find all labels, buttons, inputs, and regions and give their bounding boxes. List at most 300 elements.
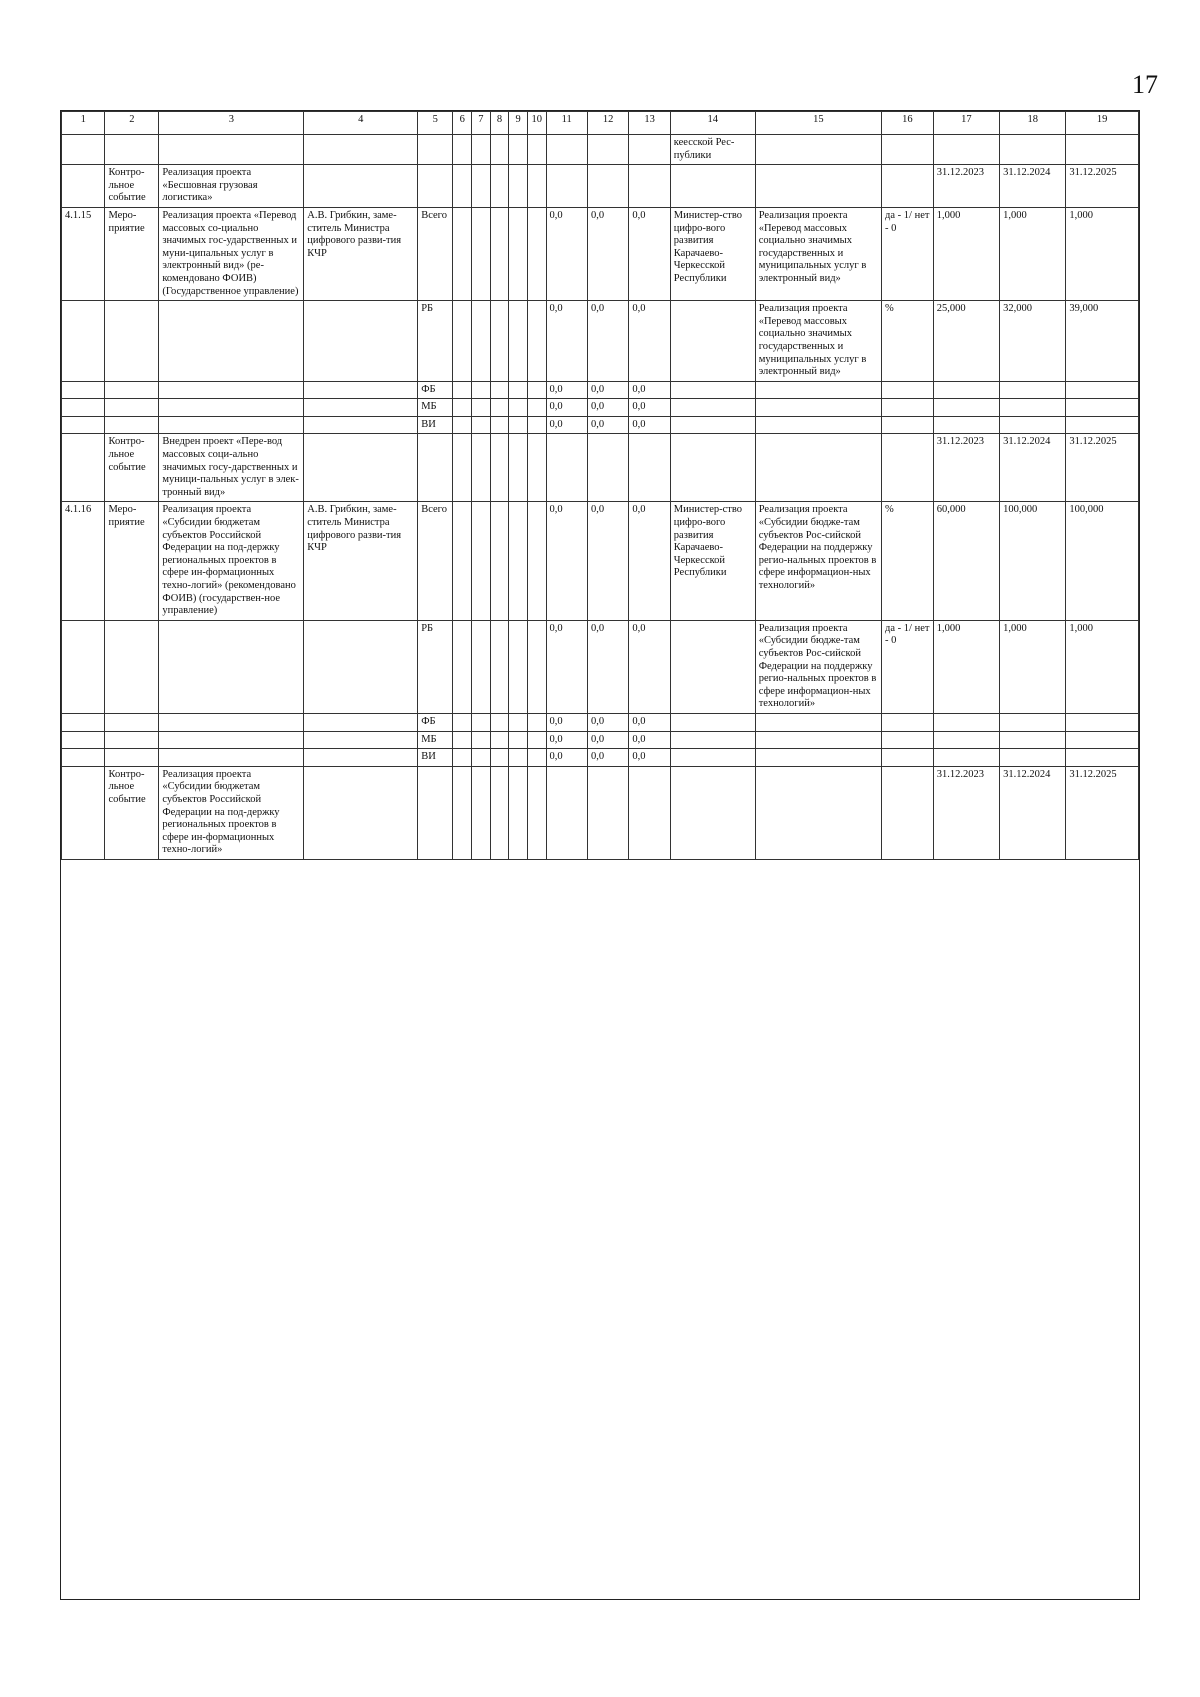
table-body — [62, 135, 1139, 860]
column-number-header: 19 — [1066, 112, 1139, 135]
table-cell-col-5: МБ — [418, 399, 453, 417]
table-cell-col-7 — [472, 731, 491, 749]
table-cell-col-11 — [546, 135, 587, 165]
table-cell-col-4 — [304, 713, 418, 731]
table-cell-col-14 — [670, 749, 755, 767]
table-cell-col-7 — [472, 301, 491, 382]
table-cell-col-15 — [755, 135, 881, 165]
table-cell-col-5: ВИ — [418, 749, 453, 767]
table-cell-col-15: Реализация проекта «Перевод массовых социально значимых государственных и муниципальных услуг в электронный вид» — [755, 301, 881, 382]
table-cell-col-15: Реализация проекта «Перевод массовых социально значимых государственных и муниципальных услуг в электронный вид» — [755, 207, 881, 300]
table-cell-col-6 — [453, 713, 472, 731]
table-cell-col-7 — [472, 207, 491, 300]
table-cell-col-3 — [159, 381, 304, 399]
table-row — [62, 416, 1139, 434]
table-cell-col-9 — [509, 434, 528, 502]
column-number-header: 16 — [882, 112, 934, 135]
table-cell-col-14 — [670, 620, 755, 713]
table-cell-col-15 — [755, 416, 881, 434]
table-cell-col-9 — [509, 713, 528, 731]
table-cell-col-6 — [453, 135, 472, 165]
table-cell-col-9 — [509, 749, 528, 767]
table-cell-col-2: Контро-льное событие — [105, 766, 159, 859]
table-cell-col-15 — [755, 434, 881, 502]
table-cell-col-10 — [527, 301, 546, 382]
table-cell-col-15 — [755, 165, 881, 208]
table-cell-col-8 — [490, 502, 509, 620]
table-cell-col-14 — [670, 381, 755, 399]
table-cell-col-4 — [304, 399, 418, 417]
table-cell-col-10 — [527, 381, 546, 399]
table-cell-col-7 — [472, 399, 491, 417]
table-cell-col-1 — [62, 713, 105, 731]
table-cell-col-1 — [62, 749, 105, 767]
table-cell-col-17: 31.12.2023 — [933, 165, 999, 208]
table-cell-col-6 — [453, 381, 472, 399]
table-cell-col-1 — [62, 731, 105, 749]
table-cell-col-17: 31.12.2023 — [933, 766, 999, 859]
table-cell-col-6 — [453, 620, 472, 713]
column-number-header: 4 — [304, 112, 418, 135]
table-cell-col-11: 0,0 — [546, 502, 587, 620]
table-cell-col-8 — [490, 165, 509, 208]
column-number-header: 14 — [670, 112, 755, 135]
table-cell-col-9 — [509, 766, 528, 859]
table-cell-col-18 — [1000, 713, 1066, 731]
table-cell-col-9 — [509, 731, 528, 749]
table-cell-col-4: А.В. Грибкин, заме-ститель Министра цифрового разви-тия КЧР — [304, 207, 418, 300]
table-cell-col-6 — [453, 207, 472, 300]
table-cell-col-14 — [670, 731, 755, 749]
table-cell-col-12: 0,0 — [587, 399, 628, 417]
table-cell-col-14 — [670, 416, 755, 434]
table-cell-col-10 — [527, 207, 546, 300]
plan-table-frame — [60, 110, 1140, 1600]
table-row — [62, 207, 1139, 300]
table-cell-col-7 — [472, 502, 491, 620]
column-number-header: 11 — [546, 112, 587, 135]
table-cell-col-9 — [509, 165, 528, 208]
column-number-header: 1 — [62, 112, 105, 135]
table-cell-col-13: 0,0 — [629, 207, 670, 300]
table-cell-col-3: Реализация проекта «Субсидии бюджетам субъектов Российской Федерации на под-держку региональных проектов в сфере ин-формационных техно-логий» (рекомендовано ФОИВ) (государствен-ное управление) — [159, 502, 304, 620]
table-row — [62, 749, 1139, 767]
table-cell-col-9 — [509, 620, 528, 713]
table-cell-col-5 — [418, 434, 453, 502]
table-cell-col-4 — [304, 165, 418, 208]
table-cell-col-4 — [304, 301, 418, 382]
table-cell-col-19 — [1066, 713, 1139, 731]
table-cell-col-19: 31.12.2025 — [1066, 434, 1139, 502]
table-cell-col-12: 0,0 — [587, 713, 628, 731]
table-cell-col-12: 0,0 — [587, 301, 628, 382]
table-cell-col-18 — [1000, 381, 1066, 399]
table-cell-col-9 — [509, 502, 528, 620]
table-cell-col-9 — [509, 399, 528, 417]
table-cell-col-5 — [418, 766, 453, 859]
column-number-row — [62, 112, 1139, 135]
table-cell-col-13: 0,0 — [629, 620, 670, 713]
table-cell-col-19 — [1066, 135, 1139, 165]
table-cell-col-4 — [304, 731, 418, 749]
column-number-header: 7 — [472, 112, 491, 135]
column-number-header: 9 — [509, 112, 528, 135]
table-cell-col-6 — [453, 502, 472, 620]
table-cell-col-18 — [1000, 416, 1066, 434]
table-cell-col-18: 31.12.2024 — [1000, 766, 1066, 859]
table-cell-col-8 — [490, 620, 509, 713]
table-cell-col-4 — [304, 381, 418, 399]
table-cell-col-11: 0,0 — [546, 301, 587, 382]
table-cell-col-4 — [304, 434, 418, 502]
table-cell-col-5: Всего — [418, 207, 453, 300]
table-cell-col-16 — [882, 165, 934, 208]
table-cell-col-11: 0,0 — [546, 381, 587, 399]
table-cell-col-12: 0,0 — [587, 731, 628, 749]
table-cell-col-5: ВИ — [418, 416, 453, 434]
table-cell-col-18: 31.12.2024 — [1000, 165, 1066, 208]
table-cell-col-19: 100,000 — [1066, 502, 1139, 620]
table-cell-col-3: Внедрен проект «Пере-вод массовых соци-ально значимых госу-дарственных и муници-пальных услуг в элек-тронный вид» — [159, 434, 304, 502]
table-cell-col-2 — [105, 731, 159, 749]
table-cell-col-13: 0,0 — [629, 399, 670, 417]
table-cell-col-19 — [1066, 749, 1139, 767]
table-cell-col-3 — [159, 301, 304, 382]
table-cell-col-3 — [159, 620, 304, 713]
table-cell-col-13: 0,0 — [629, 713, 670, 731]
table-cell-col-13: 0,0 — [629, 416, 670, 434]
table-cell-col-19 — [1066, 416, 1139, 434]
table-cell-col-9 — [509, 416, 528, 434]
table-cell-col-14 — [670, 766, 755, 859]
table-cell-col-1 — [62, 620, 105, 713]
column-number-header: 13 — [629, 112, 670, 135]
column-number-header: 18 — [1000, 112, 1066, 135]
table-cell-col-14: Министер-ство цифро-вого развития Карачаево-Черкесской Республики — [670, 207, 755, 300]
table-cell-col-6 — [453, 165, 472, 208]
table-cell-col-3: Реализация проекта «Субсидии бюджетам субъектов Российской Федерации на под-держку региональных проектов в сфере ин-формационных техно-логий» — [159, 766, 304, 859]
table-cell-col-16 — [882, 416, 934, 434]
table-cell-col-4: А.В. Грибкин, заме-ститель Министра цифрового разви-тия КЧР — [304, 502, 418, 620]
table-cell-col-1 — [62, 399, 105, 417]
table-cell-col-17 — [933, 416, 999, 434]
table-cell-col-13 — [629, 135, 670, 165]
column-number-header: 6 — [453, 112, 472, 135]
table-cell-col-2 — [105, 399, 159, 417]
table-cell-col-19: 31.12.2025 — [1066, 165, 1139, 208]
column-number-header: 3 — [159, 112, 304, 135]
table-cell-col-1: 4.1.15 — [62, 207, 105, 300]
table-cell-col-2 — [105, 749, 159, 767]
table-cell-col-10 — [527, 766, 546, 859]
table-row — [62, 620, 1139, 713]
table-cell-col-7 — [472, 620, 491, 713]
table-cell-col-11 — [546, 766, 587, 859]
table-cell-col-6 — [453, 766, 472, 859]
table-cell-col-13: 0,0 — [629, 731, 670, 749]
table-cell-col-1 — [62, 434, 105, 502]
table-cell-col-7 — [472, 135, 491, 165]
table-cell-col-12 — [587, 766, 628, 859]
table-cell-col-12 — [587, 165, 628, 208]
table-cell-col-18 — [1000, 135, 1066, 165]
table-cell-col-19 — [1066, 731, 1139, 749]
table-cell-col-9 — [509, 381, 528, 399]
table-cell-col-19: 1,000 — [1066, 207, 1139, 300]
column-number-header: 15 — [755, 112, 881, 135]
table-cell-col-14: кеесской Рес-публики — [670, 135, 755, 165]
table-cell-col-1 — [62, 135, 105, 165]
table-cell-col-3 — [159, 399, 304, 417]
table-cell-col-15 — [755, 766, 881, 859]
table-cell-col-5: РБ — [418, 301, 453, 382]
table-cell-col-8 — [490, 399, 509, 417]
table-cell-col-9 — [509, 301, 528, 382]
table-cell-col-16 — [882, 135, 934, 165]
table-cell-col-17 — [933, 381, 999, 399]
table-cell-col-18: 32,000 — [1000, 301, 1066, 382]
table-cell-col-10 — [527, 620, 546, 713]
table-cell-col-14: Министер-ство цифро-вого развития Карачаево-Черкесской Республики — [670, 502, 755, 620]
table-cell-col-18 — [1000, 399, 1066, 417]
table-cell-col-12: 0,0 — [587, 207, 628, 300]
table-cell-col-17: 1,000 — [933, 620, 999, 713]
column-number-header: 10 — [527, 112, 546, 135]
table-cell-col-12: 0,0 — [587, 416, 628, 434]
table-cell-col-3 — [159, 749, 304, 767]
table-cell-col-2 — [105, 416, 159, 434]
table-cell-col-11: 0,0 — [546, 207, 587, 300]
table-cell-col-18: 1,000 — [1000, 620, 1066, 713]
table-cell-col-14 — [670, 713, 755, 731]
table-cell-col-16: % — [882, 301, 934, 382]
table-cell-col-3 — [159, 416, 304, 434]
table-cell-col-2 — [105, 301, 159, 382]
table-cell-col-10 — [527, 502, 546, 620]
table-cell-col-6 — [453, 434, 472, 502]
table-cell-col-13 — [629, 434, 670, 502]
table-cell-col-17 — [933, 731, 999, 749]
table-cell-col-7 — [472, 749, 491, 767]
table-cell-col-7 — [472, 713, 491, 731]
table-cell-col-11: 0,0 — [546, 399, 587, 417]
table-cell-col-13 — [629, 766, 670, 859]
table-cell-col-8 — [490, 749, 509, 767]
table-cell-col-2: Контро-льное событие — [105, 165, 159, 208]
table-cell-col-8 — [490, 301, 509, 382]
table-cell-col-15 — [755, 713, 881, 731]
table-cell-col-3: Реализация проекта «Бесшовная грузовая логистика» — [159, 165, 304, 208]
table-cell-col-5 — [418, 165, 453, 208]
table-cell-col-6 — [453, 399, 472, 417]
table-cell-col-12 — [587, 135, 628, 165]
table-cell-col-10 — [527, 731, 546, 749]
table-cell-col-10 — [527, 749, 546, 767]
table-cell-col-4 — [304, 766, 418, 859]
table-row — [62, 502, 1139, 620]
table-cell-col-12: 0,0 — [587, 502, 628, 620]
column-number-header: 8 — [490, 112, 509, 135]
table-cell-col-19: 1,000 — [1066, 620, 1139, 713]
table-row — [62, 135, 1139, 165]
table-cell-col-12 — [587, 434, 628, 502]
table-cell-col-4 — [304, 620, 418, 713]
table-cell-col-17 — [933, 135, 999, 165]
table-cell-col-16: % — [882, 502, 934, 620]
table-cell-col-8 — [490, 713, 509, 731]
table-cell-col-2 — [105, 620, 159, 713]
table-cell-col-8 — [490, 207, 509, 300]
table-cell-col-15 — [755, 381, 881, 399]
column-number-header: 17 — [933, 112, 999, 135]
table-cell-col-5: МБ — [418, 731, 453, 749]
table-cell-col-19 — [1066, 399, 1139, 417]
table-cell-col-5 — [418, 135, 453, 165]
table-cell-col-8 — [490, 381, 509, 399]
table-cell-col-5: Всего — [418, 502, 453, 620]
table-row — [62, 434, 1139, 502]
table-cell-col-16: да - 1/ нет - 0 — [882, 207, 934, 300]
table-cell-col-18 — [1000, 731, 1066, 749]
table-cell-col-19 — [1066, 381, 1139, 399]
table-row — [62, 731, 1139, 749]
column-number-header: 12 — [587, 112, 628, 135]
table-cell-col-7 — [472, 416, 491, 434]
plan-table — [61, 111, 1139, 860]
table-cell-col-2: Меро-приятие — [105, 207, 159, 300]
table-cell-col-19: 39,000 — [1066, 301, 1139, 382]
table-cell-col-15: Реализация проекта «Субсидии бюдже-там субъектов Рос-сийской Федерации на поддержку регио-нальных проектов в сфере информацион-ных технологий» — [755, 620, 881, 713]
table-cell-col-3: Реализация проекта «Перевод массовых со-циально значимых гос-ударственных и муни-ципальных услуг в электронный вид» (ре-комендовано ФОИВ) (Государственное управление) — [159, 207, 304, 300]
table-cell-col-10 — [527, 434, 546, 502]
table-cell-col-6 — [453, 749, 472, 767]
table-cell-col-5: РБ — [418, 620, 453, 713]
table-cell-col-16 — [882, 399, 934, 417]
table-cell-col-19: 31.12.2025 — [1066, 766, 1139, 859]
table-cell-col-5: ФБ — [418, 713, 453, 731]
table-cell-col-17 — [933, 749, 999, 767]
table-cell-col-13: 0,0 — [629, 502, 670, 620]
table-cell-col-13: 0,0 — [629, 749, 670, 767]
table-cell-col-14 — [670, 399, 755, 417]
table-cell-col-2: Контро-льное событие — [105, 434, 159, 502]
table-cell-col-9 — [509, 207, 528, 300]
table-cell-col-16: да - 1/ нет - 0 — [882, 620, 934, 713]
table-cell-col-18: 100,000 — [1000, 502, 1066, 620]
table-cell-col-6 — [453, 301, 472, 382]
table-cell-col-14 — [670, 301, 755, 382]
table-cell-col-17: 1,000 — [933, 207, 999, 300]
table-cell-col-13 — [629, 165, 670, 208]
table-cell-col-18: 1,000 — [1000, 207, 1066, 300]
table-cell-col-8 — [490, 766, 509, 859]
table-row — [62, 381, 1139, 399]
table-cell-col-15: Реализация проекта «Субсидии бюдже-там субъектов Рос-сийской Федерации на поддержку регио-нальных проектов в сфере информацион-ных технологий» — [755, 502, 881, 620]
table-cell-col-4 — [304, 135, 418, 165]
table-cell-col-11: 0,0 — [546, 713, 587, 731]
table-cell-col-16 — [882, 713, 934, 731]
table-cell-col-9 — [509, 135, 528, 165]
table-cell-col-8 — [490, 416, 509, 434]
table-cell-col-16 — [882, 434, 934, 502]
table-cell-col-6 — [453, 416, 472, 434]
table-cell-col-7 — [472, 381, 491, 399]
table-cell-col-4 — [304, 749, 418, 767]
table-cell-col-17: 25,000 — [933, 301, 999, 382]
table-cell-col-13: 0,0 — [629, 381, 670, 399]
table-cell-col-11: 0,0 — [546, 620, 587, 713]
table-cell-col-13: 0,0 — [629, 301, 670, 382]
table-cell-col-1 — [62, 766, 105, 859]
table-cell-col-3 — [159, 135, 304, 165]
table-cell-col-1 — [62, 416, 105, 434]
table-cell-col-10 — [527, 399, 546, 417]
table-cell-col-11: 0,0 — [546, 731, 587, 749]
table-cell-col-14 — [670, 434, 755, 502]
table-cell-col-17: 31.12.2023 — [933, 434, 999, 502]
table-cell-col-2 — [105, 135, 159, 165]
table-cell-col-7 — [472, 766, 491, 859]
table-cell-col-10 — [527, 713, 546, 731]
column-number-header: 2 — [105, 112, 159, 135]
table-cell-col-5: ФБ — [418, 381, 453, 399]
table-cell-col-12: 0,0 — [587, 749, 628, 767]
table-cell-col-15 — [755, 399, 881, 417]
table-cell-col-14 — [670, 165, 755, 208]
table-cell-col-3 — [159, 713, 304, 731]
table-cell-col-10 — [527, 135, 546, 165]
table-cell-col-11: 0,0 — [546, 749, 587, 767]
table-cell-col-6 — [453, 731, 472, 749]
table-cell-col-1 — [62, 301, 105, 382]
table-cell-col-1 — [62, 381, 105, 399]
column-number-header: 5 — [418, 112, 453, 135]
table-cell-col-1: 4.1.16 — [62, 502, 105, 620]
table-cell-col-12: 0,0 — [587, 620, 628, 713]
table-cell-col-2: Меро-приятие — [105, 502, 159, 620]
table-row — [62, 713, 1139, 731]
table-cell-col-12: 0,0 — [587, 381, 628, 399]
table-cell-col-11: 0,0 — [546, 416, 587, 434]
page-number: 17 — [1132, 70, 1158, 99]
table-cell-col-17: 60,000 — [933, 502, 999, 620]
table-cell-col-11 — [546, 165, 587, 208]
table-cell-col-8 — [490, 135, 509, 165]
table-row — [62, 399, 1139, 417]
table-cell-col-2 — [105, 713, 159, 731]
table-row — [62, 301, 1139, 382]
table-cell-col-17 — [933, 713, 999, 731]
table-cell-col-2 — [105, 381, 159, 399]
table-cell-col-17 — [933, 399, 999, 417]
table-cell-col-10 — [527, 416, 546, 434]
table-cell-col-10 — [527, 165, 546, 208]
table-cell-col-16 — [882, 749, 934, 767]
table-cell-col-15 — [755, 749, 881, 767]
table-cell-col-8 — [490, 731, 509, 749]
table-cell-col-18: 31.12.2024 — [1000, 434, 1066, 502]
table-cell-col-18 — [1000, 749, 1066, 767]
table-cell-col-11 — [546, 434, 587, 502]
table-cell-col-16 — [882, 766, 934, 859]
table-cell-col-7 — [472, 165, 491, 208]
table-cell-col-7 — [472, 434, 491, 502]
table-cell-col-4 — [304, 416, 418, 434]
table-cell-col-8 — [490, 434, 509, 502]
table-cell-col-1 — [62, 165, 105, 208]
table-row — [62, 165, 1139, 208]
table-cell-col-15 — [755, 731, 881, 749]
